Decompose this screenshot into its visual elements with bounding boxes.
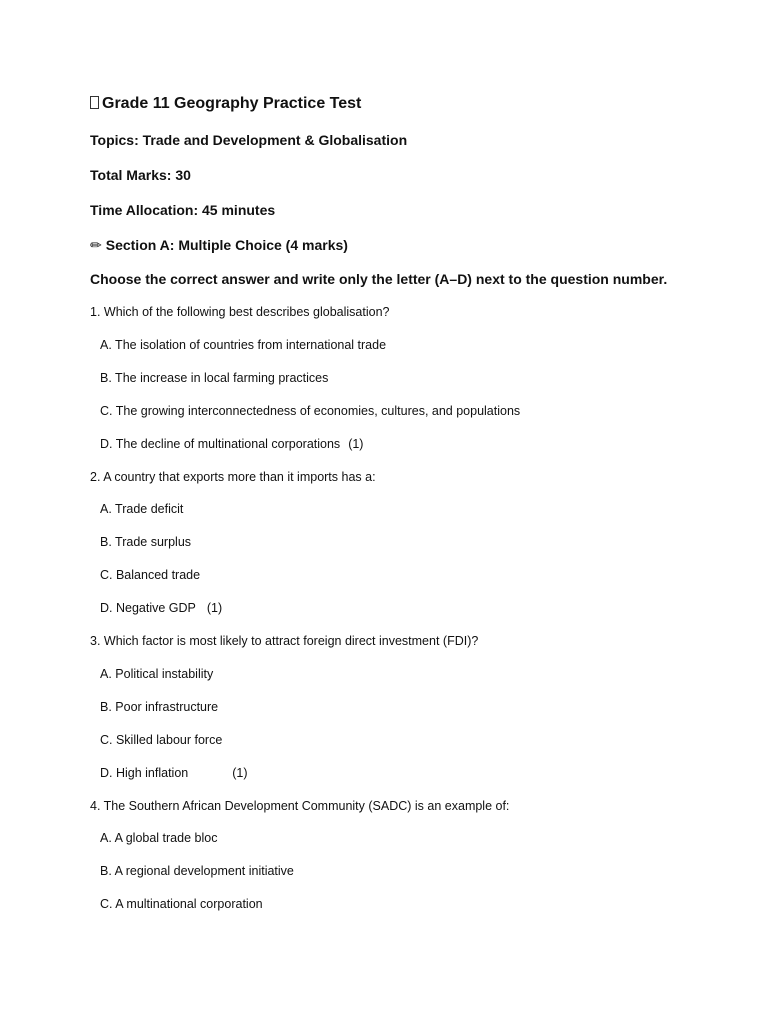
- question-3-option-d: [100, 766, 248, 780]
- question-1-option-c: C. The growing interconnectedness of economies, cultures, and populations: [100, 404, 521, 418]
- section-a-text: Section A: Multiple Choice (4 marks): [105, 237, 348, 253]
- question-2: 2. A country that exports more than it imports has a:: [90, 470, 376, 484]
- time-allocation-line: Time Allocation: 45 minutes: [90, 202, 276, 218]
- pencil-icon: ✏: [90, 237, 102, 253]
- question-4-option-a: A. A global trade bloc: [100, 831, 218, 845]
- option-text: D. High inflation: [100, 766, 189, 780]
- question-1-option-a: A. The isolation of countries from international trade: [100, 338, 387, 352]
- instruction-line: Choose the correct answer and write only the letter (A–D) next to the question number.: [90, 271, 668, 287]
- question-2-mark: (1): [206, 601, 223, 615]
- question-3-option-a: A. Political instability: [100, 667, 214, 681]
- question-2-option-c: C. Balanced trade: [100, 568, 201, 582]
- title-text: Grade 11 Geography Practice Test: [102, 95, 362, 112]
- option-text: D. Negative GDP: [100, 601, 196, 615]
- question-3-mark: (1): [232, 766, 248, 780]
- question-2-option-b: B. Trade surplus: [100, 535, 192, 549]
- question-1-option-b: B. The increase in local farming practices: [100, 371, 329, 385]
- question-3-option-b: B. Poor infrastructure: [100, 700, 219, 714]
- question-4-option-b: B. A regional development initiative: [100, 864, 294, 878]
- question-2-option-a: A. Trade deficit: [100, 502, 184, 516]
- question-1-mark: (1): [348, 437, 364, 451]
- question-4: 4. The Southern African Development Community (SADC) is an example of:: [90, 799, 510, 813]
- document-title: [90, 95, 361, 113]
- missing-glyph-icon: [90, 96, 99, 109]
- total-marks-line: Total Marks: 30: [90, 167, 191, 183]
- question-3-option-c: C. Skilled labour force: [100, 733, 223, 747]
- option-text: D. The decline of multinational corporations: [100, 437, 341, 451]
- question-1-option-d: [100, 437, 363, 451]
- question-2-option-d: [100, 601, 222, 615]
- section-a-heading: [90, 237, 348, 254]
- topics-line: Topics: Trade and Development & Globalisation: [90, 132, 408, 148]
- question-1: 1. Which of the following best describes globalisation?: [90, 305, 390, 319]
- question-4-option-c: C. A multinational corporation: [100, 897, 263, 911]
- question-3: 3. Which factor is most likely to attract foreign direct investment (FDI)?: [90, 634, 479, 648]
